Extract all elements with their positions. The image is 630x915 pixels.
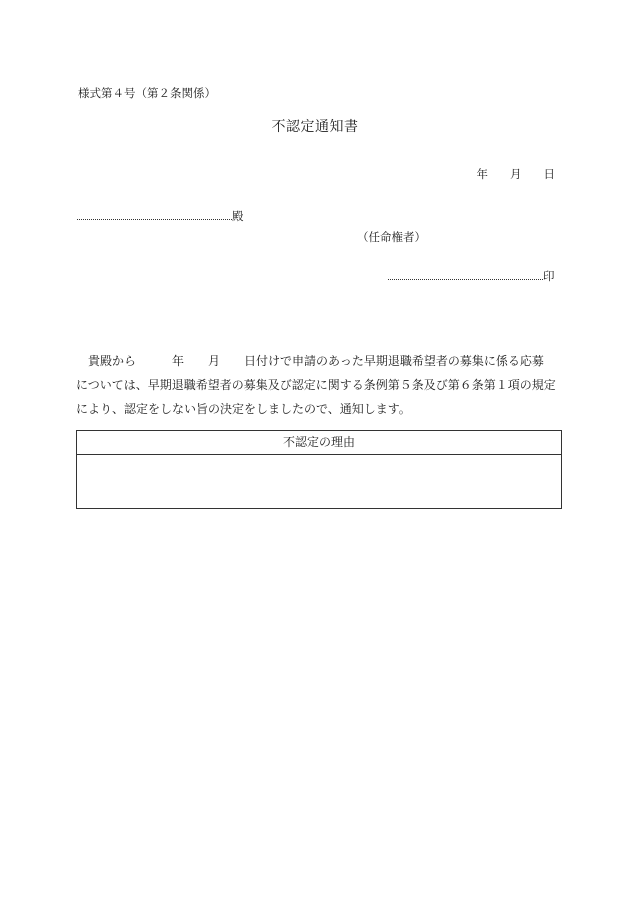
reason-table <box>76 430 562 509</box>
form-number: 様式第４号（第２条関係） <box>78 86 216 100</box>
body-line-1-start: 貴殿から <box>76 354 137 368</box>
body-line-2: については、早期退職希望者の募集及び認定に関する条例第５条及び第６条第１項の規定 <box>76 378 556 392</box>
document-title: 不認定通知書 <box>271 119 359 135</box>
reason-table-header: 不認定の理由 <box>77 431 561 455</box>
addressee-blank <box>77 209 232 220</box>
body-line-3: により、認定をしない旨の決定をしましたので、通知します。 <box>76 402 411 416</box>
year-label: 年 <box>476 167 488 181</box>
seal-line <box>388 268 555 284</box>
addressee-line <box>77 208 244 224</box>
date-line <box>477 166 556 182</box>
signature-blank <box>388 269 543 280</box>
reason-table-content[interactable] <box>77 455 561 509</box>
appointer-label: （任命権者） <box>357 230 426 244</box>
body-year-label: 年 <box>172 354 185 368</box>
notice-body <box>76 349 566 421</box>
day-label: 日 <box>543 167 555 181</box>
addressee-suffix: 殿 <box>232 209 244 223</box>
seal-mark: 印 <box>543 269 555 283</box>
body-line-1 <box>76 349 566 373</box>
body-month-label: 月 <box>208 354 221 368</box>
month-label: 月 <box>510 167 522 181</box>
body-line-1-end: 日付けで申請のあった早期退職希望者の募集に係る応募 <box>244 354 544 368</box>
